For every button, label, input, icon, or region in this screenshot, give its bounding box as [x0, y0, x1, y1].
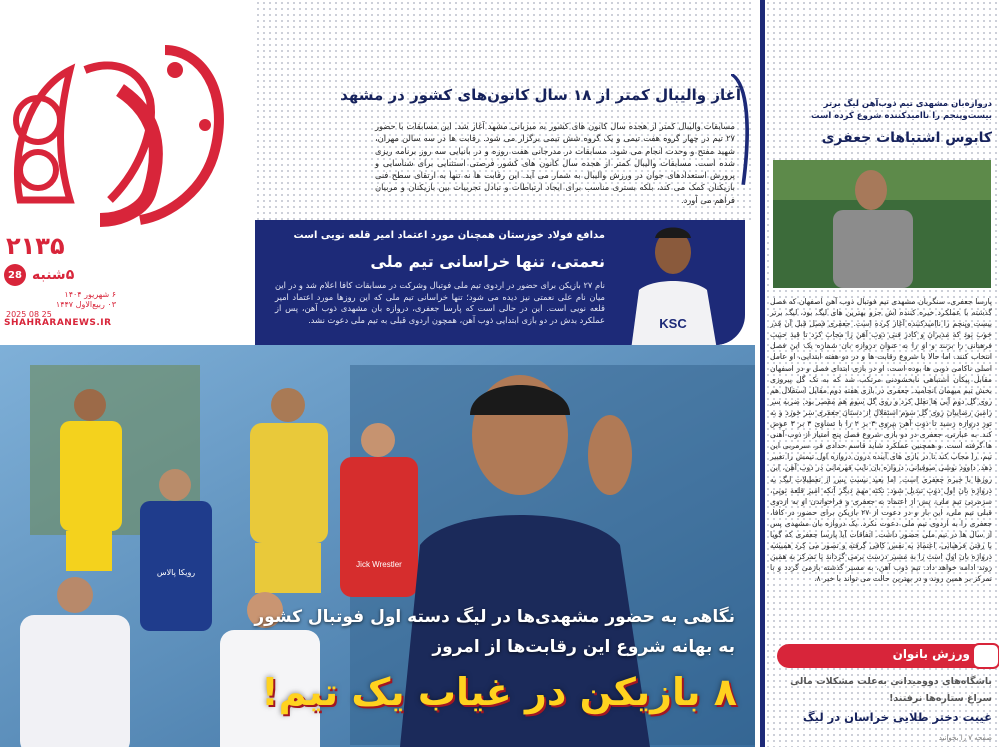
women-subtitle-1: باشگاه‌های دوومیدانی به‌علت مشکلات مالی [790, 676, 992, 687]
website: SHAHRARANEWS.IR [4, 318, 112, 328]
masthead [0, 0, 255, 345]
feature-headline-1: نگاهی به حضور مشهدی‌ها در لیگ دسته اول فوتبال کشور [254, 607, 735, 627]
day-name: ۵شنبه [32, 267, 75, 283]
volleyball-title: آغاز والیبال کمتر از ۱۸ سال کانون‌های کشور در مشهد [340, 86, 741, 104]
date-gregorian: 2025 08 25 [6, 310, 52, 319]
volleyball-body: مسابقات والیبال کمتر از هجده سال کانون های کشور به میزبانی مشهد آغاز شد. این مسابقات با حضور ۲۷ تیم در چهار گروه هفت تیمی و یک گروه شش تیمی برگزار می شود. رقابت ها در سه سالن مهران، شهید مفتح و وحدت انجام می شود. مسابقات در مدرجانی هفت روزه و در بانیایی سه روز برنامه ریزی شده است. مسابقات والیبال کمتر از هجده سال کانون های کشور فرصتی استثنایی برای شناسایی و پرورش استعدادهای جوان در ورزش والیبال به شمار می آید. این رقابت ها نه تنها به ارتقای سطح فنی بازیکنان کمک می کند، بلکه بستری مناسب برای ایجاد ارتباطات و تبادل تجربیات بین بازیکنان و مربیان فراهم می آورد. [375, 121, 735, 205]
jafari-photo [773, 160, 991, 288]
nemati-article [255, 220, 745, 345]
shahrara-logo [0, 30, 250, 235]
feature-big-title: ۸ بازیکن در غیاب یک تیم! [261, 670, 737, 714]
feature-headline-2: به بهانه شروع این رقابت‌ها از امروز [432, 637, 735, 657]
volleyball-article [255, 0, 755, 220]
women-section-label: ورزش بانوان [892, 647, 970, 661]
nemati-title: نعمتی، تنها خراسانی تیم ملی [370, 252, 605, 271]
main-feature [0, 345, 755, 747]
day-row [4, 264, 74, 286]
women-footer: صفحه ۷ را بخوانید [938, 734, 992, 742]
women-title: غیبت دختر طلایی خراسان در لیگ [802, 710, 992, 724]
issue-number: ۲۱۳۵ [6, 232, 65, 260]
women-subtitle-2: سراغ ستاره‌ها نرفتند! [889, 693, 992, 704]
nemati-kicker: مدافع فولاد خوزستان همچنان مورد اعتماد امیر قلعه نویی است [293, 230, 605, 241]
jersey-text-ksc: KSC [659, 316, 687, 331]
jersey-text-navy: رویکا پالاس [156, 568, 196, 577]
date-solar: ۶ شهریور ۱۴۰۴ [64, 290, 116, 299]
jersey-sponsor: Jick Wrestler [356, 560, 402, 569]
nemati-photo [613, 220, 733, 345]
jafari-kicker: دروازه‌بان مشهدی تیم ذوب‌آهن لیگ برتر بیست‌وپنجم را ناامیدکننده شروع کرده است [810, 99, 992, 121]
nemati-body: نام ۲۷ بازیکن برای حضور در اردوی تیم ملی فوتبال وشرکت در مسابقات کافا اعلام شد و در این میان نام علی نعمتی نیز دیده می شود؛ تنها خراسانی تیم ملی که این روزها مورد اعتماد امیر قلعه نویی است. این در حالی است که پارسا جعفری، دروازه بان مشهدی ذوب آهن، پس از عملکرد بدش در دو بازی ابتدایی ذوب آهن، همچون اردوی قبلی به تیم ملی دعوت نشد. [275, 280, 605, 325]
jafari-title: کابوس اشتباهات جعفری [821, 130, 992, 146]
day-badge: 28 [4, 264, 26, 286]
date-lunar: ۰۳ ربیع‌الاول ۱۴۴۷ [55, 300, 116, 309]
jafari-body: پارسا جعفری، سنگربان مشهدی تیم فوتبال ذوب آهن اصفهان که فصل گذشته با عملکرد خیره کننده اش جزو بهترین های لیگ بود، لیگ برتر بیست وپنجم را ناامیدکننده آغاز کرده است. جعفری فصل قبل آن قدر خوب بود که مدیران و کادر فنی ذوب آهن را مجاب کرد تا قید حبیب فرهبانی را بزنند و او را به عنوان دروازه بان شماره یک این فصل انتخاب کنند. اما حالا با شروع رقابت ها و در دو هفته ابتدایی، او عامل اصلی ناکامی ذوبی ها بوده است. او در بازی ابتدای فصل و در اصفهان مقابل پیکان اشتباهی نابخشودنی مرتکب شد که به تک گل پیروزی بخش تیم میهمان انجامید. جعفری در بازی هفته دوم مقابل استقلال هم روی گل دوم آبی ها تعلل کرد و روی گل سوم هم مقصر بود. ضربه سر رامین رضاییان روی گل سوم استقلال از دستان جعفری سر خورد و به تور دروازه رسید تا ذوب آهن بپروی ۳ بر ۲ را با تساوی ۳ بر ۳ عوض کند. به عبارتی، جعفری در دو بازی شروع فصل پنج امتیاز از ذوب آهنی ها گرفته است. و همچنین عملکرد شاید قاسم حدادی فر، سرمربی این تیم، را مجاب کند تا در بازی های آینده درون دروازه اول تیمش را تغییر دهد. داوود نوشی صوفیانی، دروازه بان نایب قهرمانی در ذوب آهن، این روزها با خیره جعفری است. اما بعید نیست پس از تعطیلات لیگ به دروازه بان اول ذوب تبدیل شود. نکته مهم دیگر آنکه امیر قلعه نویی، سرمربی تیم ملی، پس از اعتماد به جعفری و فراخواندن او به اردوی قبلی تیم ملی، این بار و در دعوت از ۲۷ بازیکن برای حضور در کافا، جعفری را به اردوی تیم ملی دعوت نکرد. یک دروازه بان مشهدی پس از سال ها در تیم ملی حضور داشت. اتفاقات آیا پارسا جعفری که گویا با رفتن فرهبانی، اعتماد به نفس کافی گرفته و تصور می کرد همیشه دروازه بان اول است را به مسیر درست برمی گرداند یا تمرکز به همین روند ادامه خواهد داد. تیم ذوب آهن، به مسیر گذشته بازمی گردد و با تمرکز بر همین روند و در بهترین حالت می تواند با خیر ۸. [770, 297, 992, 584]
right-column [765, 0, 1000, 747]
